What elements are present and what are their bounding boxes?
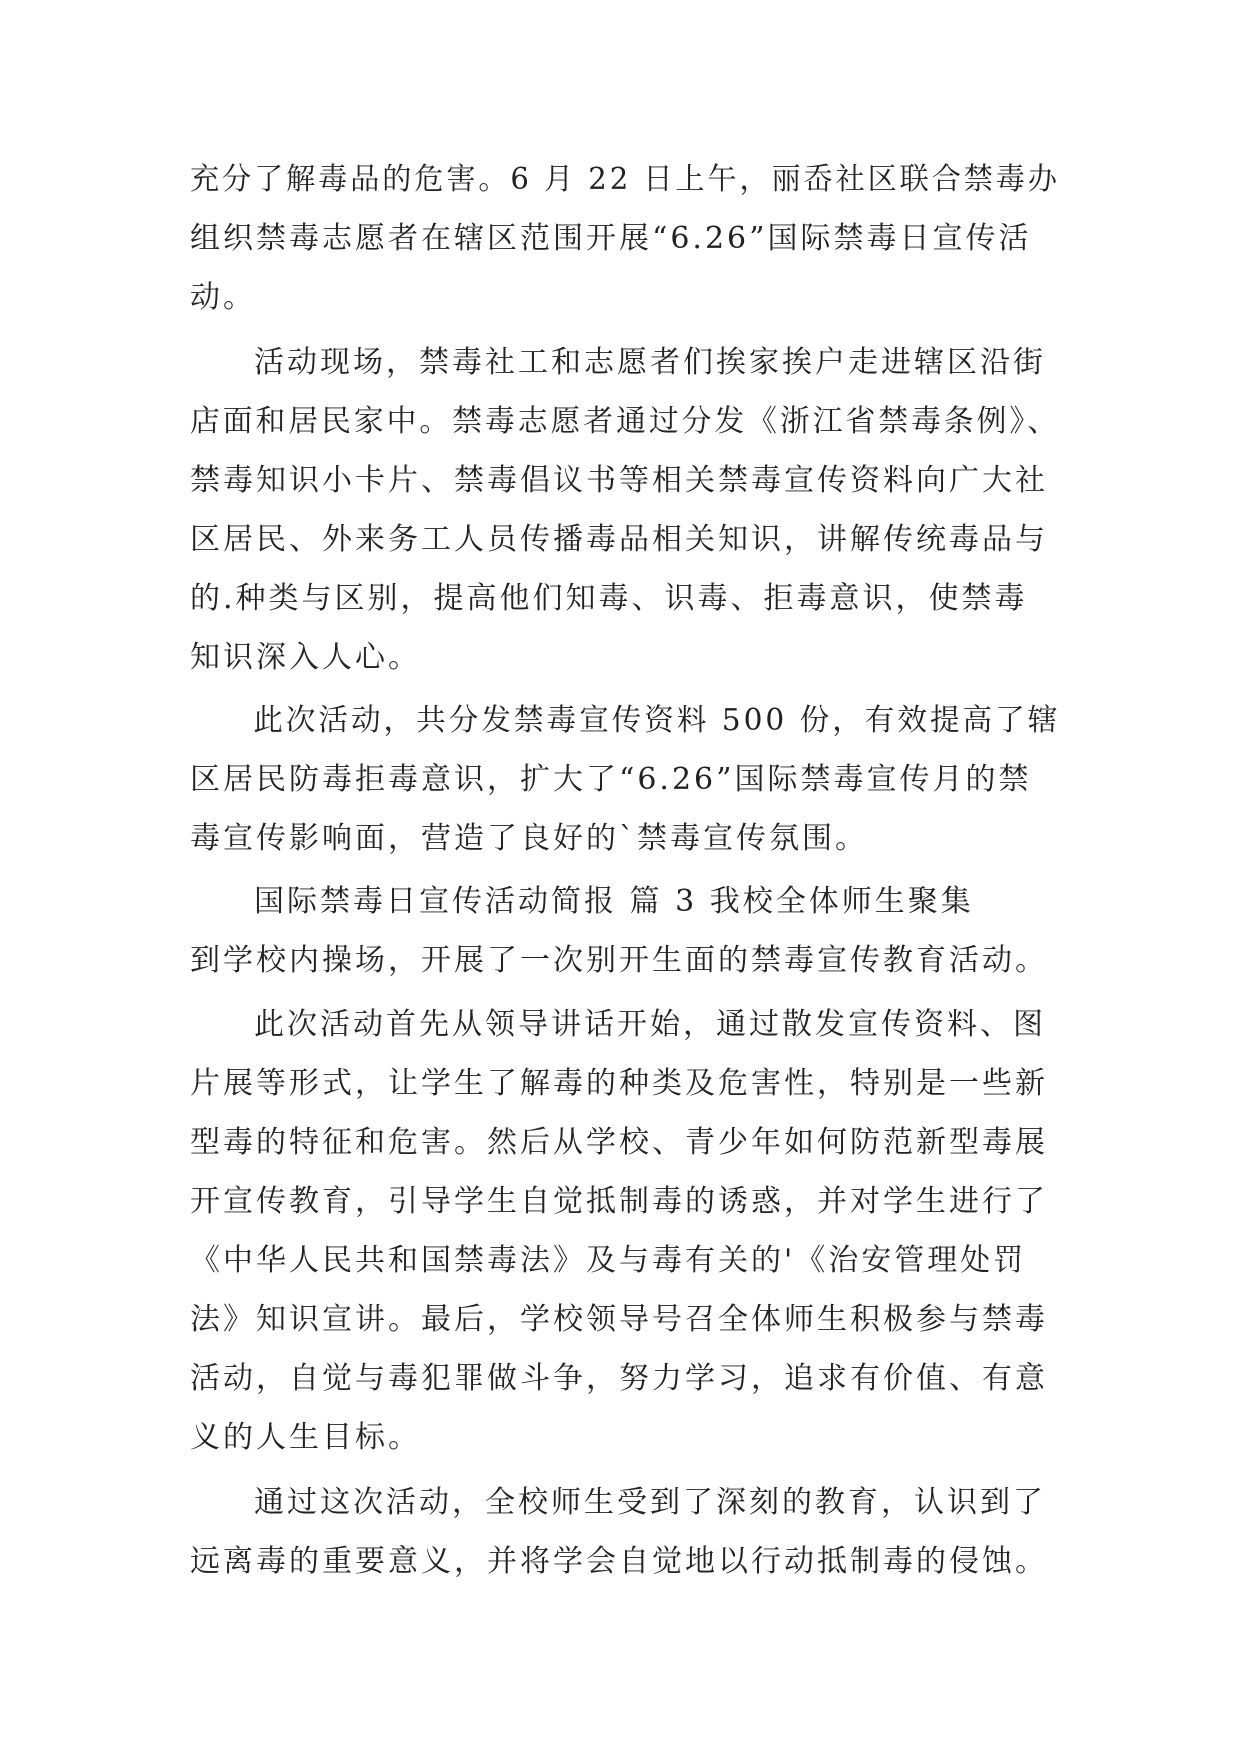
text-line: 此次活动，共分发禁毒宣传资料 500 份，有效提高了辖 (253, 703, 1061, 738)
text-line: 义的人生目标。 (190, 1420, 421, 1455)
text-line: 的.种类与区别，提高他们知毒、识毒、拒毒意识，使禁毒 (190, 581, 1028, 616)
text-line: 区居民防毒拒毒意识，扩大了“6.26”国际禁毒宣传月的禁 (190, 762, 1032, 797)
text-line: 知识深入人心。 (190, 640, 421, 675)
text-line: 毒宣传影响面，营造了良好的`禁毒宣传氛围。 (190, 821, 868, 856)
text-line: 组织禁毒志愿者在辖区范围开展“6.26”国际禁毒日宣传活 (190, 221, 1032, 256)
text-line: 开宣传教育，引导学生自觉抵制毒的诱惑，并对学生进行了 (190, 1184, 1048, 1219)
text-line: 法》知识宣讲。最后，学校领导号召全体师生积极参与禁毒 (190, 1302, 1048, 1337)
text-line: 《中华人民共和国禁毒法》及与毒有关的'《治安管理处罚 (190, 1243, 1027, 1278)
text-line: 型毒的特征和危害。然后从学校、青少年如何防范新型毒展 (190, 1125, 1048, 1160)
text-line: 活动现场，禁毒社工和志愿者们挨家挨户走进辖区沿街 (254, 345, 1046, 380)
text-line: 通过这次活动，全校师生受到了深刻的教育，认识到了 (254, 1485, 1046, 1520)
text-line: 区居民、外来务工人员传播毒品相关知识，讲解传统毒品与 (190, 522, 1048, 557)
text-line: 店面和居民家中。禁毒志愿者通过分发《浙江省禁毒条例》、 (190, 404, 1061, 439)
text-line: 远离毒的重要意义，并将学会自觉地以行动抵制毒的侵蚀。 (190, 1544, 1048, 1579)
text-line: 此次活动首先从领导讲话开始，通过散发宣传资料、图 (254, 1007, 1046, 1042)
text-line: 片展等形式，让学生了解毒的种类及危害性，特别是一些新 (190, 1066, 1048, 1101)
text-line: 禁毒知识小卡片、禁毒倡议书等相关禁毒宣传资料向广大社 (190, 463, 1048, 498)
text-line: 充分了解毒品的危害。6 月 22 日上午，丽岙社区联合禁毒办 (190, 162, 1060, 197)
text-line: 动。 (190, 280, 256, 315)
text-line: 活动，自觉与毒犯罪做斗争，努力学习，追求有价值、有意 (190, 1361, 1048, 1396)
section-heading-line: 国际禁毒日宣传活动简报 篇 3 我校全体师生聚集 (254, 884, 974, 919)
text-line: 到学校内操场，开展了一次别开生面的禁毒宣传教育活动。 (190, 943, 1048, 978)
